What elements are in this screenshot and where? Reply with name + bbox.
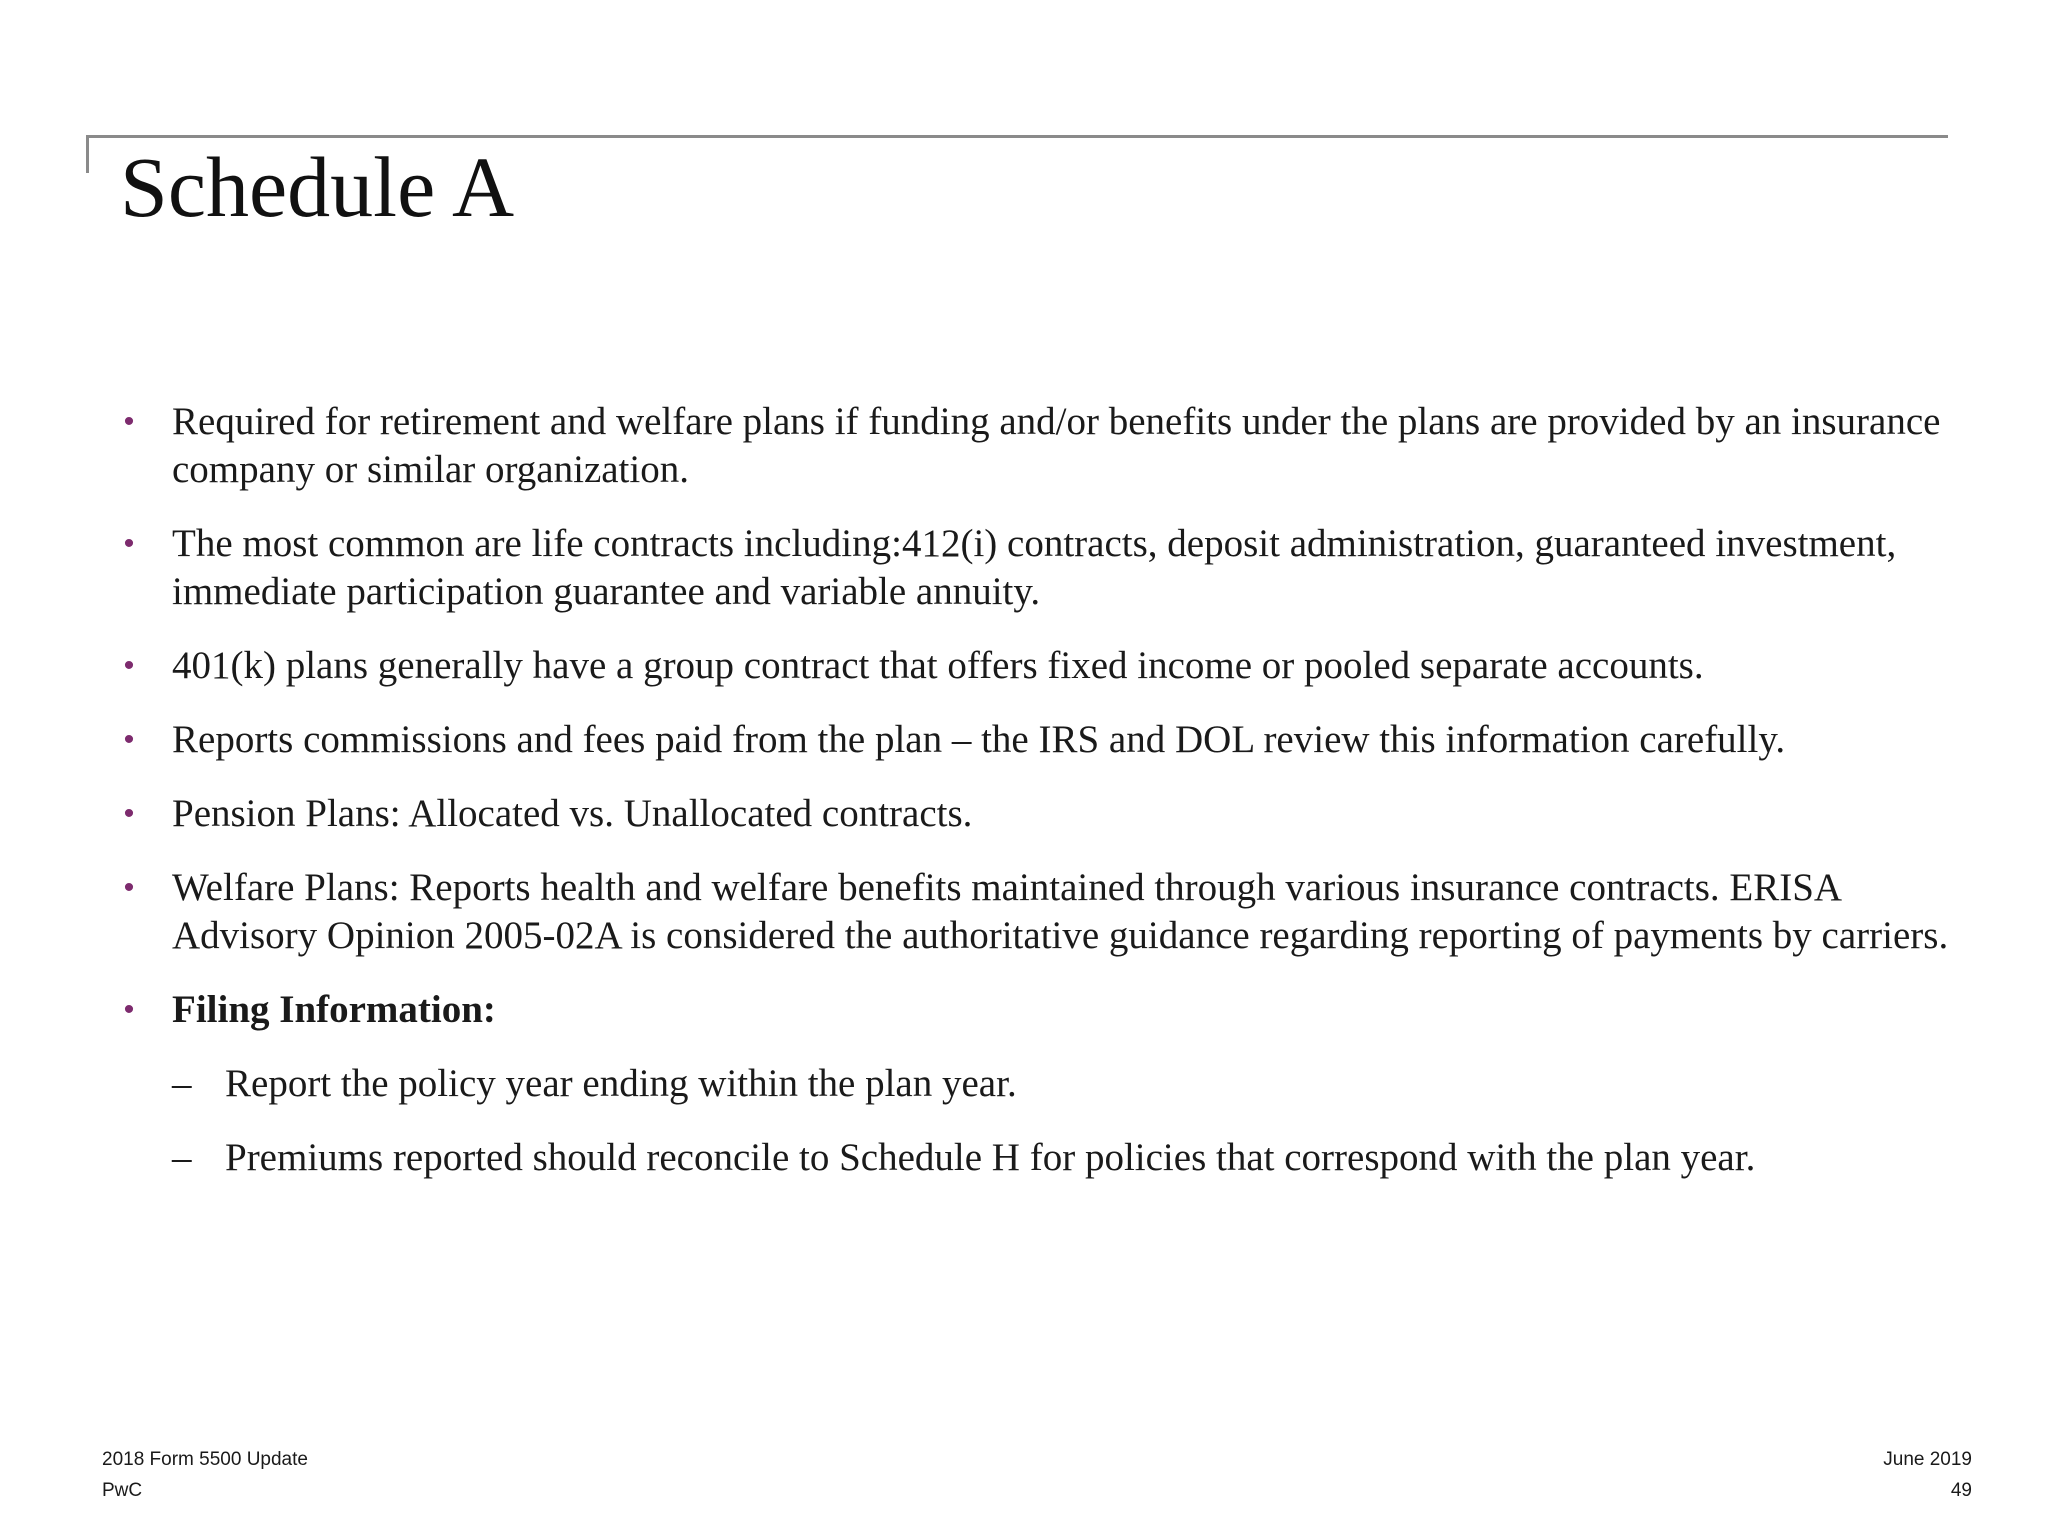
footer-date: June 2019 xyxy=(1883,1449,1972,1470)
bullet-marker: • xyxy=(123,649,135,682)
sub-bullet-text: Premiums reported should reconcile to Schedule H for policies that correspond with the plan year. xyxy=(225,1136,1756,1179)
bullet-text: The most common are life contracts including:412(i) contracts, deposit administration, guaranteed investment, immediate participation guarantee and variable annuity. xyxy=(172,522,1897,613)
bullet-marker: • xyxy=(123,405,135,438)
bullet-text: Required for retirement and welfare plans if funding and/or benefits under the plans are provided by an insurance company or similar organization. xyxy=(172,400,1941,491)
sub-bullet-list xyxy=(172,1060,1958,1182)
bullet-marker: • xyxy=(123,871,135,904)
bullet-text: Pension Plans: Allocated vs. Unallocated contracts. xyxy=(172,792,973,835)
bullet-list xyxy=(118,398,1958,1182)
bullet-item xyxy=(118,642,1958,690)
filing-information-heading: Filing Information: xyxy=(172,988,496,1031)
footer-left xyxy=(102,1444,308,1506)
page-number: 49 xyxy=(1950,1480,1972,1501)
title-rule-corner xyxy=(86,135,89,173)
bullet-item-filing-information xyxy=(118,986,1958,1182)
bullet-item xyxy=(118,716,1958,764)
bullet-marker: • xyxy=(123,797,135,830)
bullet-item xyxy=(118,520,1958,616)
bullet-marker: • xyxy=(123,527,135,560)
sub-bullet-marker: – xyxy=(172,1062,192,1105)
sub-bullet-item xyxy=(172,1134,1958,1182)
footer-presentation-title: 2018 Form 5500 Update xyxy=(102,1449,308,1470)
title-rule xyxy=(86,135,1948,138)
sub-bullet-text: Report the policy year ending within the plan year. xyxy=(225,1062,1017,1105)
page-title: Schedule A xyxy=(120,139,515,235)
bullet-item xyxy=(118,790,1958,838)
slide-body xyxy=(118,398,1958,1208)
bullet-item xyxy=(118,864,1958,960)
footer-right xyxy=(1883,1444,1972,1506)
bullet-marker: • xyxy=(123,723,135,756)
bullet-marker: • xyxy=(123,993,135,1026)
footer-company: PwC xyxy=(102,1480,143,1501)
sub-bullet-marker: – xyxy=(172,1136,192,1179)
sub-bullet-item xyxy=(172,1060,1958,1108)
bullet-text: 401(k) plans generally have a group contract that offers fixed income or pooled separate accounts. xyxy=(172,644,1704,687)
bullet-text: Reports commissions and fees paid from the plan – the IRS and DOL review this information carefully. xyxy=(172,718,1786,761)
bullet-item xyxy=(118,398,1958,494)
bullet-text: Welfare Plans: Reports health and welfare benefits maintained through various insurance contracts. ERISA Advisory Opinion 2005-02A is considered the authoritative guidance regarding reporting of payments by carriers. xyxy=(172,866,1949,957)
